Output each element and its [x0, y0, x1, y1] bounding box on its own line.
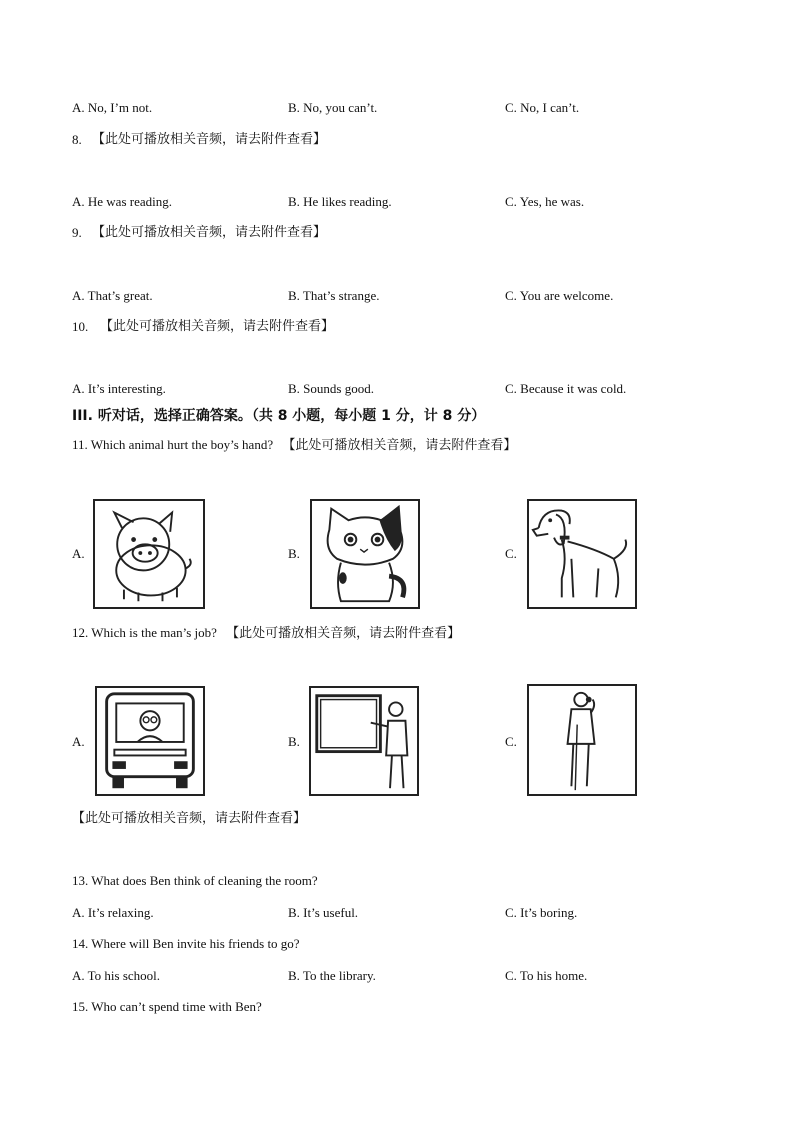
q12-option-a-label: A.: [72, 734, 85, 749]
q8-option-b: B. He likes reading.: [288, 194, 392, 209]
cat-icon: [312, 501, 418, 607]
q10-number: 10.: [72, 319, 89, 334]
q12-audio-placeholder: 【此处可播放相关音频，请去附件查看】: [226, 626, 461, 641]
q13-option-a: A. It’s relaxing.: [72, 905, 154, 920]
q14-option-b: B. To the library.: [288, 968, 376, 983]
pig-icon: [95, 501, 203, 607]
q11-option-a-label: A.: [72, 546, 85, 561]
q8-number: 8.: [72, 132, 82, 147]
q13-question: 13. What does Ben think of cleaning the room?: [72, 873, 318, 888]
q12-question-text: 12. Which is the man’s job?: [72, 625, 217, 640]
q9-audio-placeholder: 【此处可播放相关音频，请去附件查看】: [92, 225, 327, 240]
q11-question: [72, 437, 516, 454]
q12-pic-b: [309, 686, 419, 796]
q7-option-b: B. No, you can’t.: [288, 100, 378, 115]
q12-question: [72, 625, 460, 642]
q9-option-b: B. That’s strange.: [288, 288, 380, 303]
q10-option-b: B. Sounds good.: [288, 381, 374, 396]
q11-pic-c: [527, 499, 637, 609]
q15-question: 15. Who can’t spend time with Ben?: [72, 999, 262, 1014]
q7-option-a: A. No, I’m not.: [72, 100, 153, 115]
q8-option-c: C. Yes, he was.: [505, 194, 585, 209]
bus-driver-icon: [97, 688, 203, 794]
q9-option-a: A. That’s great.: [72, 288, 153, 303]
q8-option-a: A. He was reading.: [72, 194, 172, 209]
q9-number: 9.: [72, 225, 82, 240]
q11-audio-placeholder: 【此处可播放相关音频，请去附件查看】: [282, 438, 517, 453]
q12-option-b-label: B.: [288, 734, 300, 749]
q10-audio-placeholder: 【此处可播放相关音频，请去附件查看】: [100, 319, 335, 334]
q14-option-c: C. To his home.: [505, 968, 588, 983]
teacher-icon: [311, 688, 417, 794]
q11-question-text: 11. Which animal hurt the boy’s hand?: [72, 437, 274, 452]
q14-question: 14. Where will Ben invite his friends to go?: [72, 936, 300, 951]
q13-option-c: C. It’s boring.: [505, 905, 578, 920]
q13-15-audio-placeholder: 【此处可播放相关音频，请去附件查看】: [72, 811, 307, 826]
section-3-heading: III. 听对话，选择正确答案。（共 8 小题，每小题 1 分，计 8 分）: [72, 408, 486, 424]
q10-option-a: A. It’s interesting.: [72, 381, 166, 396]
singer-icon: [529, 686, 635, 794]
q12-pic-a: [95, 686, 205, 796]
q13-option-b: B. It’s useful.: [288, 905, 359, 920]
q12-pic-c: [527, 684, 637, 796]
q8-audio-placeholder: 【此处可播放相关音频，请去附件查看】: [92, 132, 327, 147]
q10-option-c: C. Because it was cold.: [505, 381, 627, 396]
q12-option-c-label: C.: [505, 734, 517, 749]
q11-pic-b: [310, 499, 420, 609]
q11-option-b-label: B.: [288, 546, 300, 561]
q11-pic-a: [93, 499, 205, 609]
q11-option-c-label: C.: [505, 546, 517, 561]
q7-option-c: C. No, I can’t.: [505, 100, 580, 115]
q9-option-c: C. You are welcome.: [505, 288, 614, 303]
q14-option-a: A. To his school.: [72, 968, 161, 983]
dog-icon: [529, 501, 635, 607]
